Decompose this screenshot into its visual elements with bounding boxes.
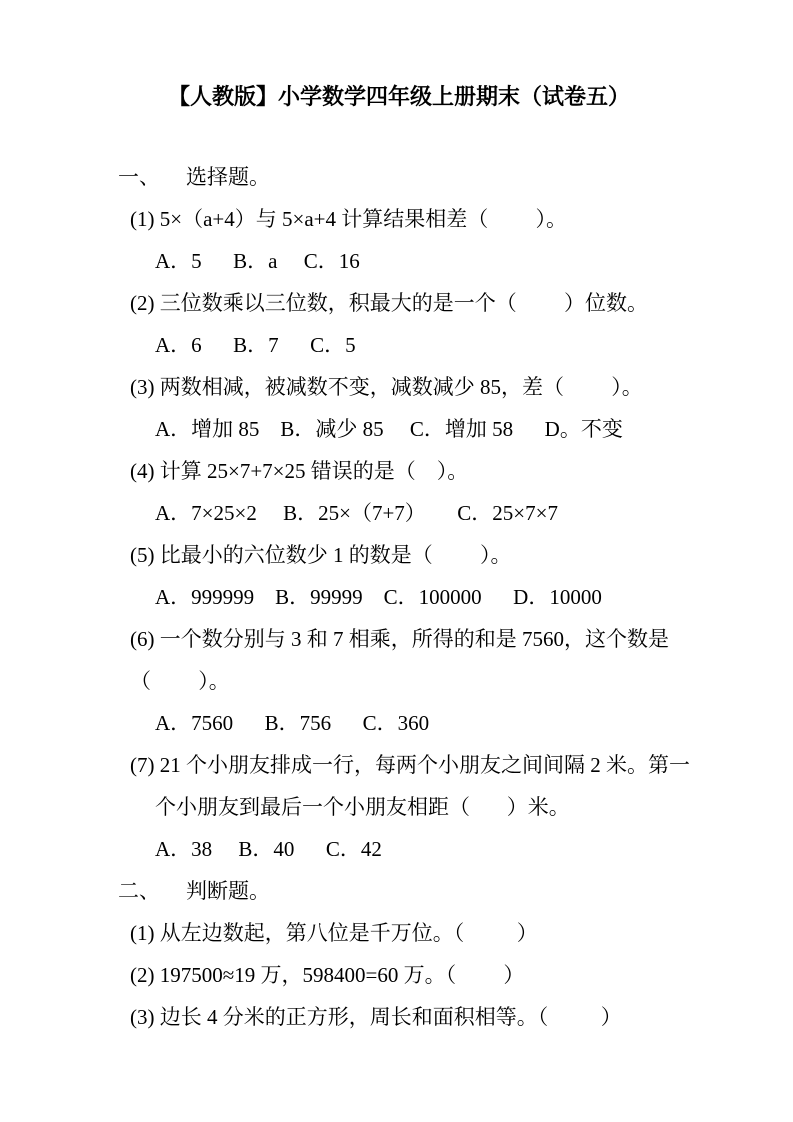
s1-question-7-options: A．38 B．40 C．42 (155, 837, 382, 861)
s1-question-3-text: (3) 两数相减，被减数不变，减数减少 85，差（ ）。 (130, 375, 643, 399)
s2-question-1-text: (1) 从左边数起，第八位是千万位。（ ） (130, 921, 538, 945)
s1-question-5-text: (5) 比最小的六位数少 1 的数是（ ）。 (130, 543, 512, 567)
section-2-number: 二、 (118, 879, 160, 903)
s2-question-3-text: (3) 边长 4 分米的正方形，周长和面积相等。（ ） (130, 1005, 622, 1029)
s1-question-4-options: A．7×25×2 B．25×（7+7） C．25×7×7 (155, 501, 558, 525)
exam-body (0, 156, 793, 1038)
section-2-heading (118, 870, 793, 912)
s1-question-6-text: (6) 一个数分别与 3 和 7 相乘，所得的和是 7560，这个数是 (130, 627, 669, 651)
s1-question-4-text: (4) 计算 25×7+7×25 错误的是（ ）。 (130, 459, 469, 483)
s1-question-1-options: A．5 B．a C．16 (155, 249, 360, 273)
s1-question-1-text: (1) 5×（a+4）与 5×a+4 计算结果相差（ ）。 (130, 207, 567, 231)
s1-question-2-options: A．6 B．7 C．5 (155, 333, 356, 357)
section-1-name: 选择题。 (186, 165, 270, 189)
s2-question-2-text: (2) 197500≈19 万，598400=60 万。（ ） (130, 963, 525, 987)
section-2-name: 判断题。 (186, 879, 270, 903)
s1-question-3-options: A．增加 85 B．减少 85 C．增加 58 D。不变 (155, 417, 623, 441)
s1-question-7-text: (7) 21 个小朋友排成一行，每两个小朋友之间间隔 2 米。第一 (130, 753, 690, 777)
page-title: 【人教版】小学数学四年级上册期末（试卷五） (168, 84, 631, 109)
s1-question-7-text-cont: 个小朋友到最后一个小朋友相距（ ）米。 (155, 795, 570, 819)
s1-question-6-options: A．7560 B．756 C．360 (155, 711, 430, 735)
s1-question-5-options: A．999999 B．99999 C．100000 D．10000 (155, 585, 602, 609)
section-1-number: 一、 (118, 165, 160, 189)
s1-question-6-text-cont: （ ）。 (130, 669, 230, 693)
section-1-heading (118, 156, 793, 198)
s1-question-2-text: (2) 三位数乘以三位数，积最大的是一个（ ）位数。 (130, 291, 648, 315)
